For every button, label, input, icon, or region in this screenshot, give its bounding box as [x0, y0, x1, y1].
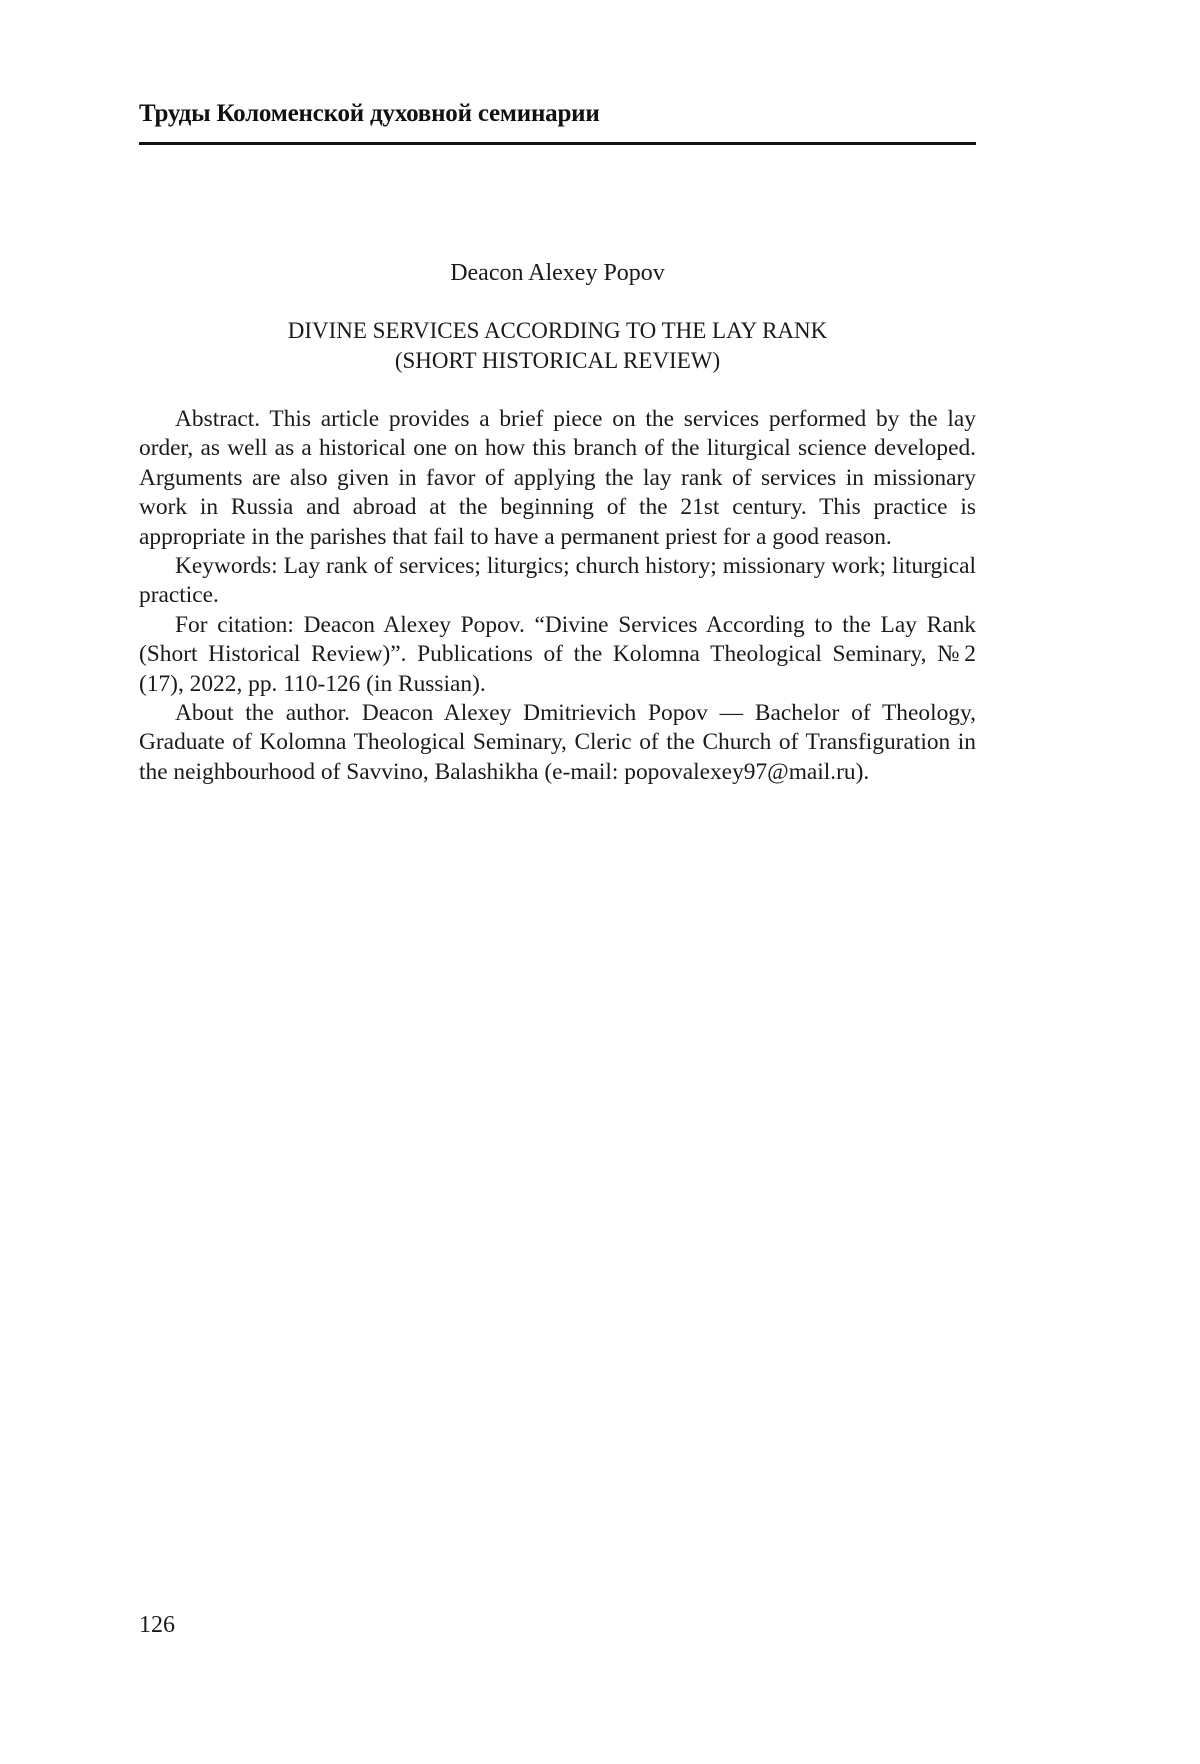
article-title [139, 316, 976, 376]
article-title-line-2: (SHORT HISTORICAL REVIEW) [394, 348, 721, 373]
abstract-paragraph: Abstract. This article provides a brief piece on the services performed by the lay order, as well as a historical one on how this branch of the liturgical science developed. Arguments are also given in favor of applying the lay rank of services in missionary work in Russia and abroad at the beginning of the 21st century. This practice is appropriate in the parishes that fail to have a permanent priest for a good reason. [139, 406, 976, 550]
author-name: Deacon Alexey Popov [450, 260, 665, 286]
article-front-matter [139, 405, 976, 787]
running-head: Труды Коломенской духовной семинарии [139, 100, 600, 127]
page-number: 126 [139, 1612, 175, 1638]
header-rule [139, 142, 976, 145]
keywords-paragraph: Keywords: Lay rank of services; liturgics; church history; missionary work; liturgical practice. [139, 553, 976, 609]
about-author-paragraph: About the author. Deacon Alexey Dmitrievich Popov — Bachelor of Theology, Graduate of Kolomna Theological Seminary, Cleric of the Church of Transfiguration in the neighbourhood of Savvino, Balashikha (e-mail: popovalexey97@mail.ru). [139, 700, 976, 785]
citation-paragraph: For citation: Deacon Alexey Popov. “Divine Services According to the Lay Rank (Short Historical Review)”. Publications of the Kolomna Theological Seminary, №2 (17), 2022, pp. 110-126 (in Russian). [139, 611, 976, 697]
article-title-line-1: DIVINE SERVICES ACCORDING TO THE LAY RANK [287, 318, 828, 343]
